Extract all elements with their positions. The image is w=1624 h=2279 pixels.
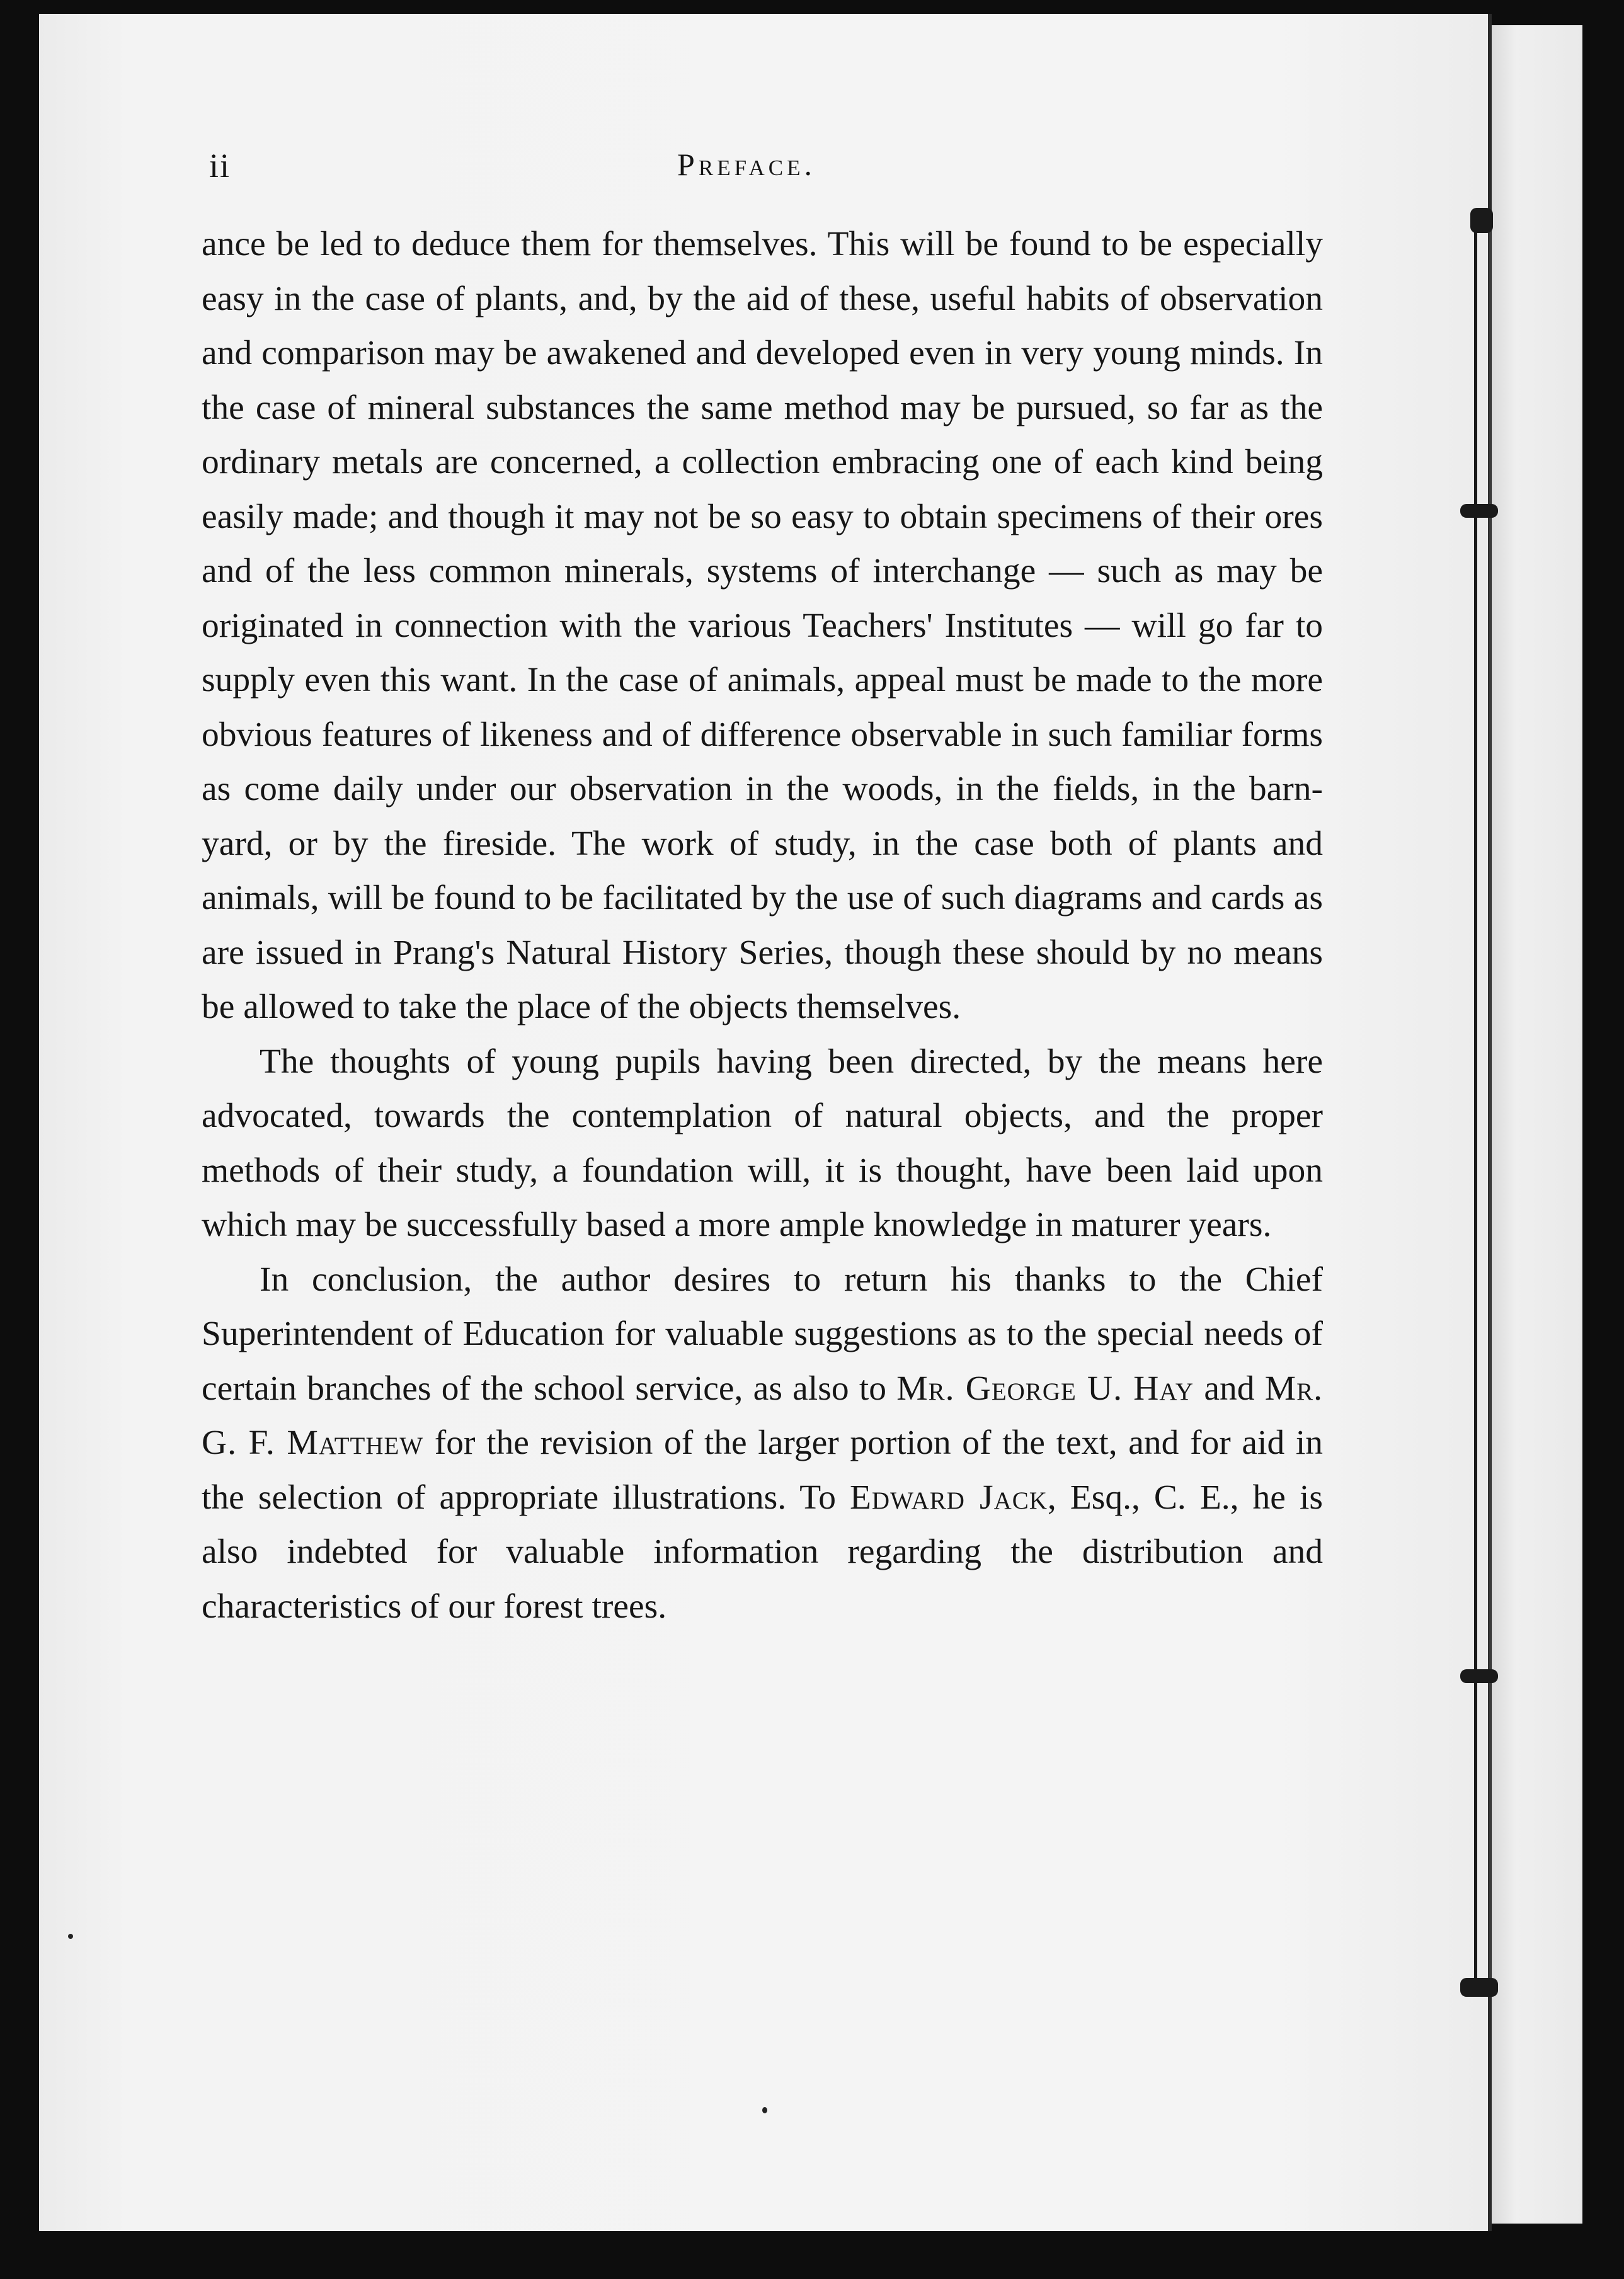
binding-thread [1474, 208, 1491, 1991]
binding-stitch [1460, 504, 1498, 518]
paragraph-3 [202, 1253, 1323, 1635]
ink-speck [762, 2107, 767, 2113]
paragraph-3-text: for the revision of the larger portion of the text, and for aid in the selection of appropriate illustrations. To [202, 1424, 1324, 1517]
paragraph-2: The thoughts of young pupils having been directed, by the means here advocated, towards the contemplation of natural objects, and the proper methods of their study, a foundation will, it is thought, have been laid upon which may be successfully based a more ample knowledge in maturer years. [202, 1042, 1323, 1244]
binding-stitch [1460, 1669, 1498, 1683]
facing-page-edge [1488, 25, 1582, 2224]
paragraph-3-text: In conclusion, the author desires to return his thanks to the Chief Superintendent of Education for valuable suggestions as to the special needs of certain branches of the school service, as also to [202, 1260, 1323, 1408]
paragraph-1: ance be led to deduce them for themselves. This will be found to be especially easy in the case of plants, and, by the aid of these, useful habits of observation and comparison may be awakened and developed even in very young minds. In the case of mineral substances the same method may be pursued, so far as the ordinary metals are concerned, a collection embracing one of each kind being easily made; and though it may not be so easy to obtain specimens of their ores and of the less common minerals, systems of interchange — such as may be originated in connection with the various Teachers' Institutes — will go far to supply even this want. In the case of animals, appeal must be made to the more obvious features of likeness and of difference observable in such familiar forms as come daily under our observation in the woods, in the fields, in the barn-yard, or by the fireside. The work of study, in the case both of plants and animals, will be found to be facilitated by the use of such diagrams and cards as are issued in Prang's Natural History Series, though these should by no means be allowed to take the place of the objects themselves. [202, 225, 1323, 1026]
paragraph-3-text: , Esq., C. E., he is also indebted for valuable information regarding the distribution and characteristics of our forest trees. [202, 1478, 1323, 1626]
person-name-matthew: Mr. G. F. Matthew [202, 1369, 1323, 1462]
binding-stitch [1460, 1978, 1498, 1997]
page-number: ii [209, 147, 231, 185]
running-title: Preface. [677, 147, 816, 182]
binding-stitch [1470, 208, 1493, 233]
ink-speck [68, 1934, 73, 1939]
running-head [170, 146, 1323, 203]
person-name-hay: Mr. George U. Hay [896, 1369, 1194, 1408]
paragraph-3-text: and [1194, 1369, 1265, 1408]
preface-body [202, 217, 1323, 1634]
person-name-jack: Edward Jack [850, 1478, 1048, 1517]
